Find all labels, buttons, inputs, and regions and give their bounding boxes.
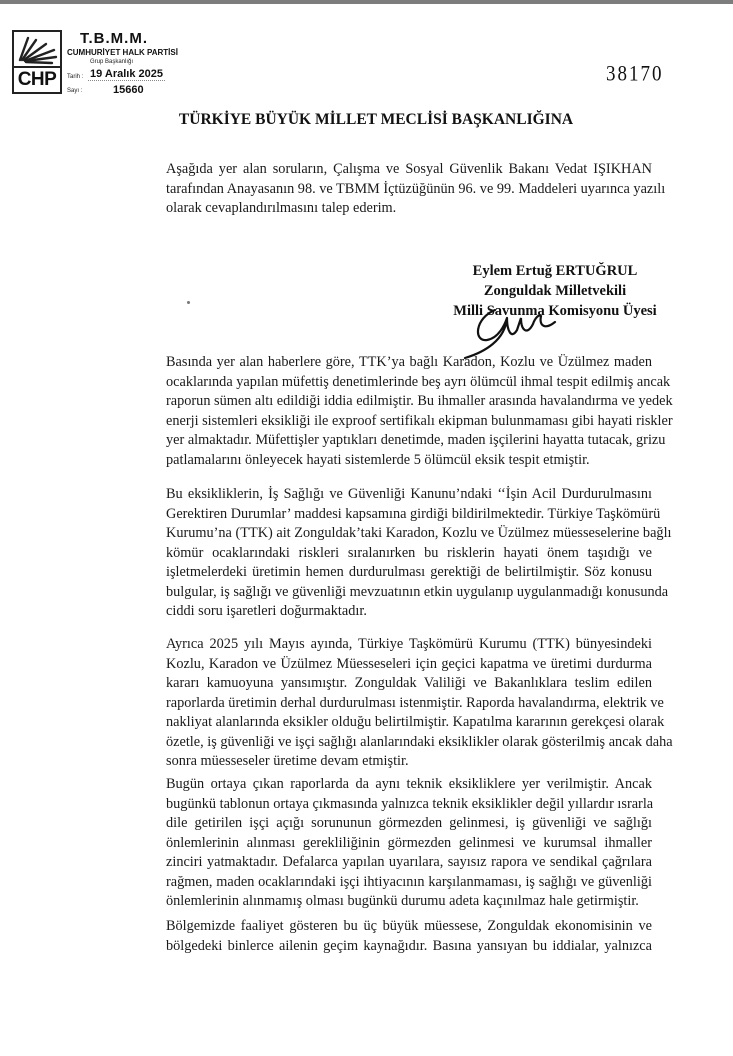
intro-line: Aşağıda yer alan soruların, Çalışma ve Sosyal Güvenlik Bakanı Vedat IŞIKHAN (166, 161, 652, 177)
text-line: nakliyat alanlarında eksikler olduğu belirtilmiştir. Kapatılma kararının gerekçesi olarak (166, 714, 665, 730)
text-line: Basında yer alan haberlere göre, TTK’ya bağlı Karadon, Kozlu ve Üzülmez maden (166, 354, 652, 370)
stamp-party: CUMHURİYET HALK PARTİSİ (67, 48, 178, 57)
stamp-number-value: 15660 (113, 84, 144, 96)
text-line: bölgedeki binlerce ailenin geçim kaynağıdır. Basına yansıyan bu iddialar, yalnızca (166, 937, 652, 954)
text-line: önlemlerinin alınması gerekliliğinin görmezden gelinmesi ve kurumsal ihmaller (166, 834, 652, 851)
text-line: Kurumu’na (TTK) ait Zonguldak’taki Karadon, Kozlu ve Üzülmez müesseselerine bağlı (166, 525, 672, 541)
signatory-committee: Milli Savunma Komisyonu Üyesi (453, 303, 657, 319)
chp-arrows-icon (14, 32, 60, 68)
text-line: özetle, iş güvenliği ve işçi sağlığı alanlarındaki eksiklikler olarak gösterilmiş ancak daha (166, 733, 673, 750)
text-line: işletmelerdeki üretimin hemen durdurulması gerektiği de belirtilmiştir. Söz konusu (166, 564, 652, 580)
text-line: sonra müesseseler üretime devam etmiştir. (166, 753, 409, 769)
text-line: kömür ocaklarındaki riskleri sıralanırken bu risklerin hayati önem taşıdığı ve (166, 544, 652, 561)
text-line: önlemlerinin alınmamış olması bugünkü durumu adeta kaçınılmaz hale getirmiştir. (166, 893, 639, 909)
text-line: ocaklarında yapılan müfettiş denetimlerinde beş ayrı ölümcül ihmal tespit edilmiş ancak (166, 373, 671, 390)
tbmm-receipt-stamp (10, 30, 180, 100)
scan-speck (187, 301, 190, 304)
body-paragraph-5 (166, 917, 652, 956)
stamp-date-label: Tarih : (67, 74, 84, 80)
text-line: bugünkü tablonun ortaya çıkmasında yalnızca teknik eksiklikler değil yıllardır ısrarla (166, 795, 654, 812)
text-line: Kozlu, Karadon ve Üzülmez Müesseseleri için geçici kapatma ve üretimi durdurma (166, 655, 652, 672)
signatory-role: Zonguldak Milletvekili (483, 283, 627, 299)
text-line: dile getirilen işçi açığı sorununun görmezden gelinmesi, iş güvenliği ve sağlığı (166, 815, 652, 831)
intro-line: tarafından Anayasanın 98. ve TBMM İçtüzüğünün 96. ve 99. Maddeleri uyarınca yazılı (166, 180, 666, 197)
handwritten-signature-icon (455, 300, 585, 360)
text-line: rağmen, maden ocaklarındaki işçi ihtiyacının karşılanmaması, iş sağlığı ve güvenliği (166, 873, 652, 890)
body-paragraph-4 (166, 775, 652, 912)
text-line: kararı kamuoyuna yansımıştır. Zonguldak Valiliği ve Bakanlıklara teslim edilen (166, 675, 652, 691)
text-line: Bu eksikliklerin, İş Sağlığı ve Güvenliği Kanunu’ndaki ‘‘İşin Acil Durdurulmasını (166, 486, 652, 502)
text-line: patlamalarını önleyecek hayati sistemlerde 5 ölümcül eksik tespit etmiştir. (166, 451, 590, 468)
text-line: Bölgemizde faaliyet gösteren bu üç büyük müessese, Zonguldak ekonomisinin ve (166, 918, 652, 934)
stamp-number-label: Sayı : (67, 88, 83, 94)
stamp-department: Grup Başkanlığı (90, 59, 134, 65)
stamp-date-value: 19 Aralık 2025 (90, 68, 163, 80)
text-line: zinciri yatmaktadır. Defalarca yapılan uyarılara, sayısız rapora ve sendikal çağrılara (166, 854, 652, 870)
text-line: Bugün ortaya çıkan raporlarda da aynı teknik eksikliklere yer verilmiştir. Ancak (166, 776, 652, 792)
signatory-name: Eylem Ertuğ ERTUĞRUL (472, 263, 638, 279)
body-paragraph-2 (166, 485, 672, 622)
text-line: enerji sistemleri eksikliği ile exproof sertifikalı ekipman bulunmaması gibi hayati riskler (166, 412, 673, 429)
stamp-institution: T.B.M.M. (80, 30, 148, 47)
intro-line: olarak cevaplandırılmasını talep ederim. (166, 200, 397, 216)
text-line: bulgular, iş sağlığı ve güvenliği mevzuatının etkin uygulanıp uygulanmadığı konusunda (166, 583, 669, 600)
text-line: raporun sümen altı edildiği iddia edilmiştir. Bu ihmaller arasında havalandırma ve yedek (166, 393, 673, 409)
top-edge-bar (0, 0, 733, 4)
text-line: ciddi soru işaretleri doğurmaktadır. (166, 603, 367, 619)
text-line: yer almaktadır. Müfettişler yaptıkları denetimde, maden işçilerini hayatta tutacak, grizu (166, 432, 666, 448)
text-line: raporlarda üretimin derhal durdurulması istenmiştir. Raporda havalandırma, elektrik ve (166, 694, 664, 711)
body-paragraph-3 (166, 635, 673, 772)
intro-paragraph (166, 160, 666, 219)
registry-number: 38170 (606, 62, 664, 87)
document-title: TÜRKİYE BÜYÜK MİLLET MECLİSİ BAŞKANLIĞINA (178, 111, 574, 128)
text-line: Ayrıca 2025 yılı Mayıs ayında, Türkiye Taşkömürü Kurumu (TTK) bünyesindeki (166, 636, 652, 652)
chp-logo (12, 30, 62, 94)
chp-logo-text: CHP (17, 69, 57, 90)
text-line: Gerektiren Durumlar’ maddesi kapsamına girdiği bildirilmektedir. Türkiye Taşkömürü (166, 505, 661, 522)
body-paragraph-1 (166, 353, 673, 470)
